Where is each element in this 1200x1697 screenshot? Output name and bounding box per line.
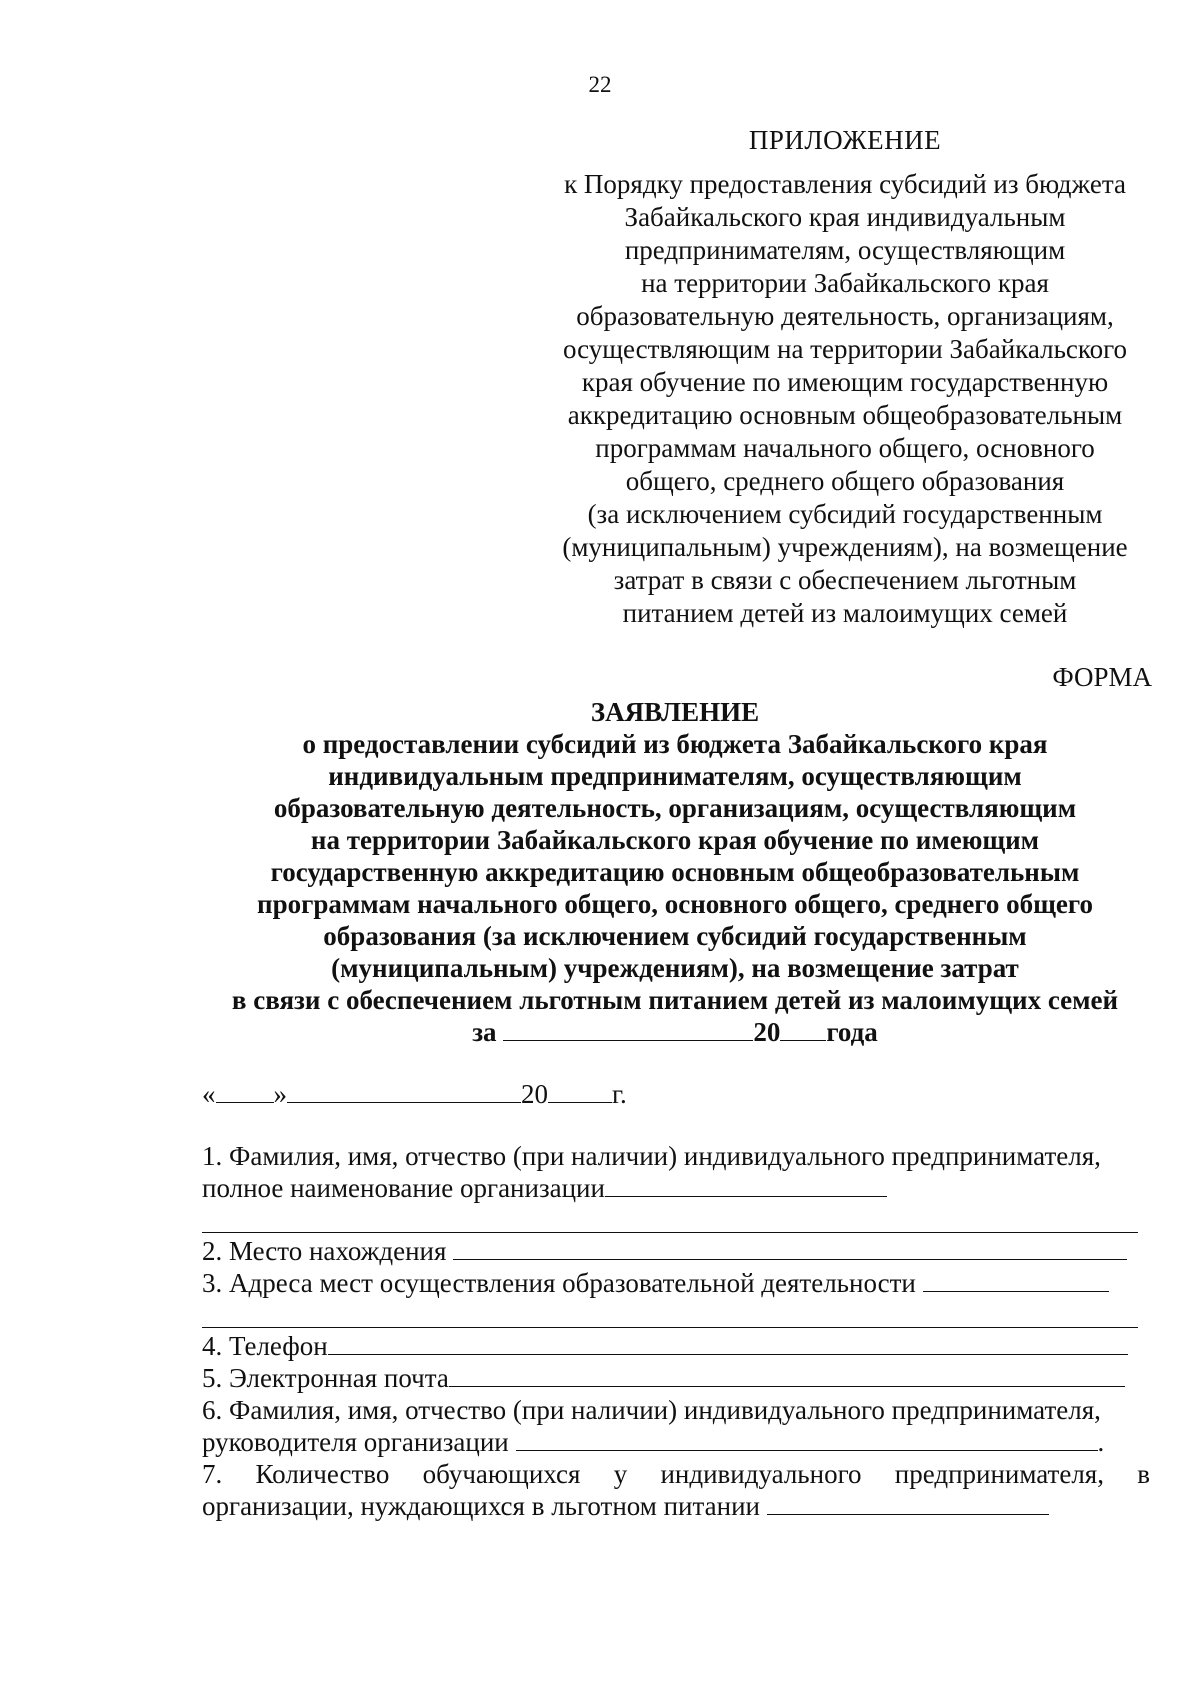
field-5-row xyxy=(202,1362,1150,1394)
appendix-line: общего, среднего общего образования xyxy=(625,466,1065,496)
statement-line: программам начального общего, основного общего, среднего общего xyxy=(257,889,1093,919)
appendix-line: образовательную деятельность, организациям, xyxy=(576,301,1114,331)
appendix-line: к Порядку предоставления субсидий из бюджета xyxy=(564,169,1126,199)
statement-line: о предоставлении субсидий из бюджета Забайкальского края xyxy=(302,729,1048,759)
appendix-line: программам начального общего, основного xyxy=(595,433,1095,463)
appendix-line: края обучение по имеющим государственную xyxy=(581,367,1109,397)
date-day-blank[interactable] xyxy=(216,1078,274,1103)
field-7-label-2: организации, нуждающихся в льготном питании xyxy=(202,1491,760,1521)
field-7-word: в xyxy=(1137,1459,1150,1489)
field-7-word: у xyxy=(613,1459,628,1489)
students-count-blank[interactable] xyxy=(767,1490,1049,1515)
location-blank[interactable] xyxy=(453,1235,1127,1260)
appendix-line: на территории Забайкальского края xyxy=(641,268,1049,298)
appendix-line: Забайкальского края индивидуальным xyxy=(624,202,1066,232)
field-6-end: . xyxy=(1097,1427,1105,1457)
organization-name-blank-continuation[interactable] xyxy=(202,1204,1138,1233)
appendix-body xyxy=(540,168,1150,630)
period-prefix: за xyxy=(472,1017,497,1047)
field-1-row xyxy=(202,1172,1150,1204)
statement-header xyxy=(0,696,1200,1048)
phone-blank[interactable] xyxy=(328,1330,1128,1355)
appendix-title: ПРИЛОЖЕНИЕ xyxy=(748,125,942,155)
field-6-label-2: руководителя организации xyxy=(202,1427,509,1457)
statement-line: индивидуальным предпринимателям, осуществляющим xyxy=(328,761,1022,791)
period-suffix: года xyxy=(826,1017,878,1047)
field-1-label: 1. Фамилия, имя, отчество (при наличии) индивидуального предпринимателя, xyxy=(202,1141,1101,1171)
period-year-blank[interactable] xyxy=(780,1016,826,1041)
field-7-word: Количество xyxy=(255,1459,390,1489)
field-3-label: 3. Адреса мест осуществления образовательной деятельности xyxy=(202,1268,916,1298)
date-year-blank[interactable] xyxy=(548,1078,612,1103)
field-4-label: 4. Телефон xyxy=(202,1331,328,1361)
activity-addresses-blank-continuation[interactable] xyxy=(202,1299,1138,1328)
period-year-prefix: 20 xyxy=(753,1017,781,1047)
statement-line: образовательную деятельность, организациям, осуществляющим xyxy=(273,793,1077,823)
statement-period xyxy=(0,1016,1200,1048)
field-7-word: предпринимателя, xyxy=(894,1459,1104,1489)
statement-line: на территории Забайкальского края обучение по имеющим xyxy=(310,825,1040,855)
appendix-line: аккредитацию основным общеобразовательным xyxy=(567,400,1123,430)
appendix-line: осуществляющим на территории Забайкальского xyxy=(562,334,1128,364)
statement-line: в связи с обеспечением льготным питанием детей из малоимущих семей xyxy=(231,985,1119,1015)
field-7-word: индивидуального xyxy=(660,1459,862,1489)
statement-line: (муниципальным) учреждениям), на возмещение затрат xyxy=(331,953,1019,983)
form-label: ФОРМА xyxy=(1052,662,1152,692)
field-7-label xyxy=(202,1458,1150,1490)
field-2-label: 2. Место нахождения xyxy=(202,1236,447,1266)
date-year-suffix: г. xyxy=(612,1079,627,1109)
date-open-quote: « xyxy=(202,1079,216,1109)
statement-line: государственную аккредитацию основным общеобразовательным xyxy=(270,857,1080,887)
appendix-line: питанием детей из малоимущих семей xyxy=(622,598,1068,628)
period-month-blank[interactable] xyxy=(503,1016,753,1041)
field-2-row xyxy=(202,1235,1150,1267)
head-name-blank[interactable] xyxy=(516,1426,1098,1451)
statement-line: образования (за исключением субсидий государственным xyxy=(323,921,1027,951)
field-6-label: 6. Фамилия, имя, отчество (при наличии) индивидуального предпринимателя, xyxy=(202,1395,1101,1425)
form-fields xyxy=(202,1078,1150,1522)
activity-addresses-blank[interactable] xyxy=(923,1267,1109,1292)
field-6-row xyxy=(202,1426,1150,1458)
field-3-row xyxy=(202,1267,1150,1299)
email-blank[interactable] xyxy=(449,1362,1125,1387)
date-line xyxy=(202,1078,1150,1110)
organization-name-blank[interactable] xyxy=(605,1172,887,1197)
appendix-line: (муниципальным) учреждениям), на возмещение xyxy=(562,532,1128,562)
field-7-word: 7. xyxy=(202,1459,223,1489)
date-close-quote: » xyxy=(273,1079,287,1109)
date-year-prefix: 20 xyxy=(521,1079,548,1109)
appendix-line: затрат в связи с обеспечением льготным xyxy=(613,565,1077,595)
field-1-label-2: полное наименование организации xyxy=(202,1173,605,1203)
page-number: 22 xyxy=(588,72,612,97)
field-4-row xyxy=(202,1330,1150,1362)
field-5-label: 5. Электронная почта xyxy=(202,1363,449,1393)
field-7-row xyxy=(202,1490,1150,1522)
field-7-word: обучающихся xyxy=(422,1459,581,1489)
appendix-line: предпринимателям, осуществляющим xyxy=(624,235,1066,265)
appendix-line: (за исключением субсидий государственным xyxy=(587,499,1103,529)
statement-title: ЗАЯВЛЕНИЕ xyxy=(590,697,760,727)
date-month-blank[interactable] xyxy=(287,1078,521,1103)
appendix-block xyxy=(540,124,1150,630)
